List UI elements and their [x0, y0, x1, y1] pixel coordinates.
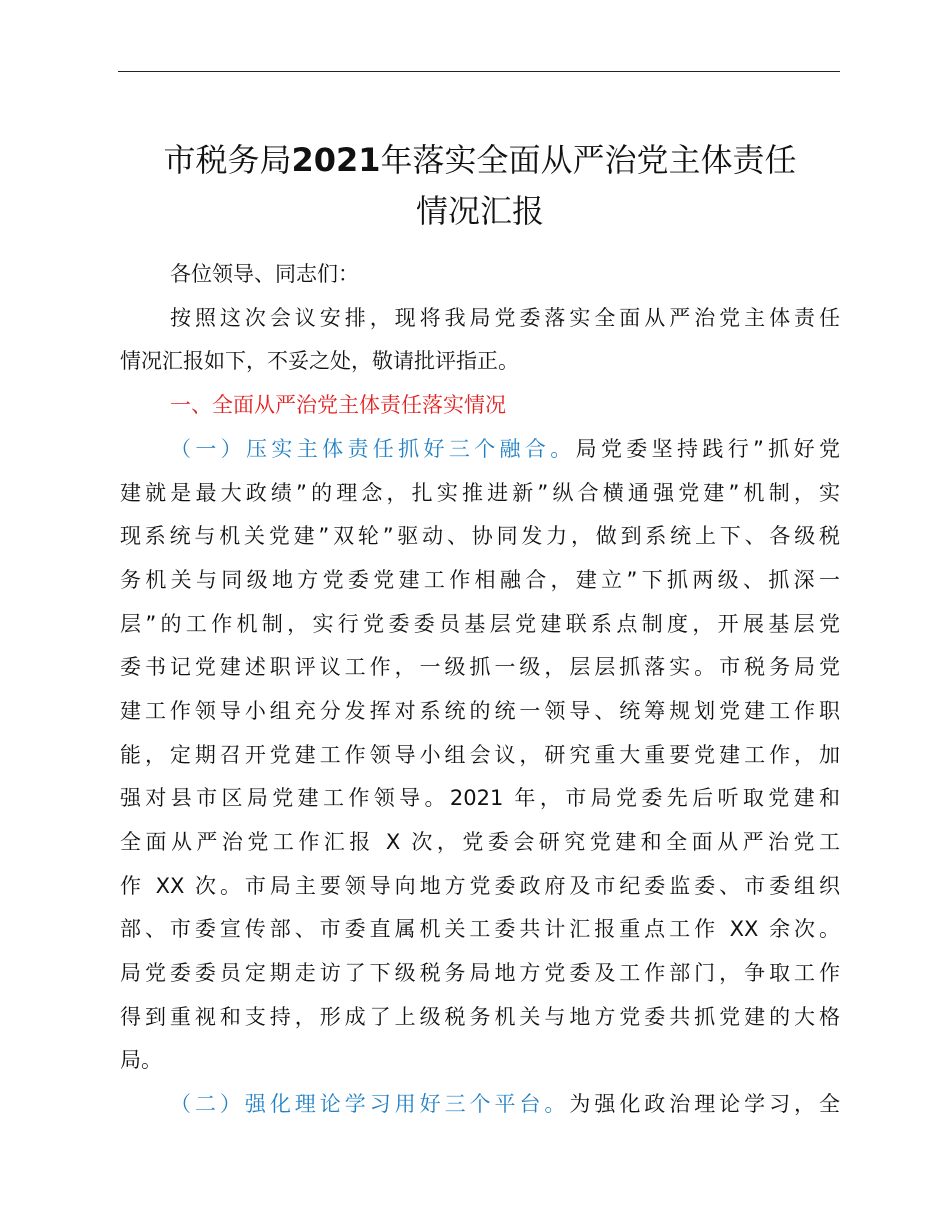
body-line: 强对县市区局党建工作领导。2021 年，市局党委先后听取党建和 — [120, 786, 840, 810]
title-suffix: 年落实全面从严治党主体责任 — [380, 141, 797, 179]
body-line: 建工作领导小组充分发挥对系统的统一领导、统筹规划党建工作职 — [120, 699, 840, 723]
document-title-line-2: 情况汇报 — [415, 192, 544, 230]
body-line: 局。 — [120, 1048, 162, 1072]
body-line: 得到重视和支持，形成了上级税务机关与地方党委共抓党建的大格 — [120, 1005, 840, 1029]
header-rule — [118, 71, 840, 72]
title-year: 2021 — [291, 141, 381, 179]
subsection-1-heading: （一）压实主体责任抓好三个融合。 — [170, 437, 576, 461]
body-line: 能，定期召开党建工作领导小组会议，研究重大重要党建工作，加 — [120, 743, 840, 767]
body-line: 建就是最大政绩”的理念，扎实推进新”纵合横通强党建”机制，实 — [120, 481, 840, 505]
intro-line-2: 情况汇报如下，不妥之处，敬请批评指正。 — [120, 349, 519, 373]
subsection-2-first-line — [170, 1089, 840, 1119]
greeting: 各位领导、同志们： — [170, 262, 359, 286]
document-title-line-1 — [110, 136, 850, 184]
intro-line-1: 按照这次会议安排，现将我局党委落实全面从严治党主体责任 — [170, 306, 840, 330]
body-line: 务机关与同级地方党委党建工作相融合，建立”下抓两级、抓深一 — [120, 568, 840, 592]
subsection-2-lead-text: 为强化政治理论学习，全 — [569, 1092, 841, 1116]
subsection-1-lead-text: 局党委坚持践行”抓好党 — [575, 437, 840, 461]
body-line: 全面从严治党工作汇报 X 次，党委会研究党建和全面从严治党工 — [120, 830, 840, 854]
body-line: 现系统与机关党建”双轮”驱动、协同发力，做到系统上下、各级税 — [120, 524, 840, 548]
section-1-heading: 一、全面从严治党主体责任落实情况 — [170, 393, 506, 417]
body-line: 层”的工作机制，实行党委委员基层党建联系点制度，开展基层党 — [120, 612, 840, 636]
title-prefix: 市税务局 — [163, 141, 292, 179]
body-line: 部、市委宣传部、市委直属机关工委共计汇报重点工作 XX 余次。 — [120, 917, 840, 941]
body-line: 委书记党建述职评议工作，一级抓一级，层层抓落实。市税务局党 — [120, 655, 840, 679]
subsection-2-heading: （二）强化理论学习用好三个平台。 — [170, 1092, 570, 1116]
subsection-1-first-line — [170, 434, 840, 464]
body-line: 作 XX 次。市局主要领导向地方党委政府及市纪委监委、市委组织 — [120, 874, 840, 898]
body-line: 局党委委员定期走访了下级税务局地方党委及工作部门，争取工作 — [120, 961, 840, 985]
